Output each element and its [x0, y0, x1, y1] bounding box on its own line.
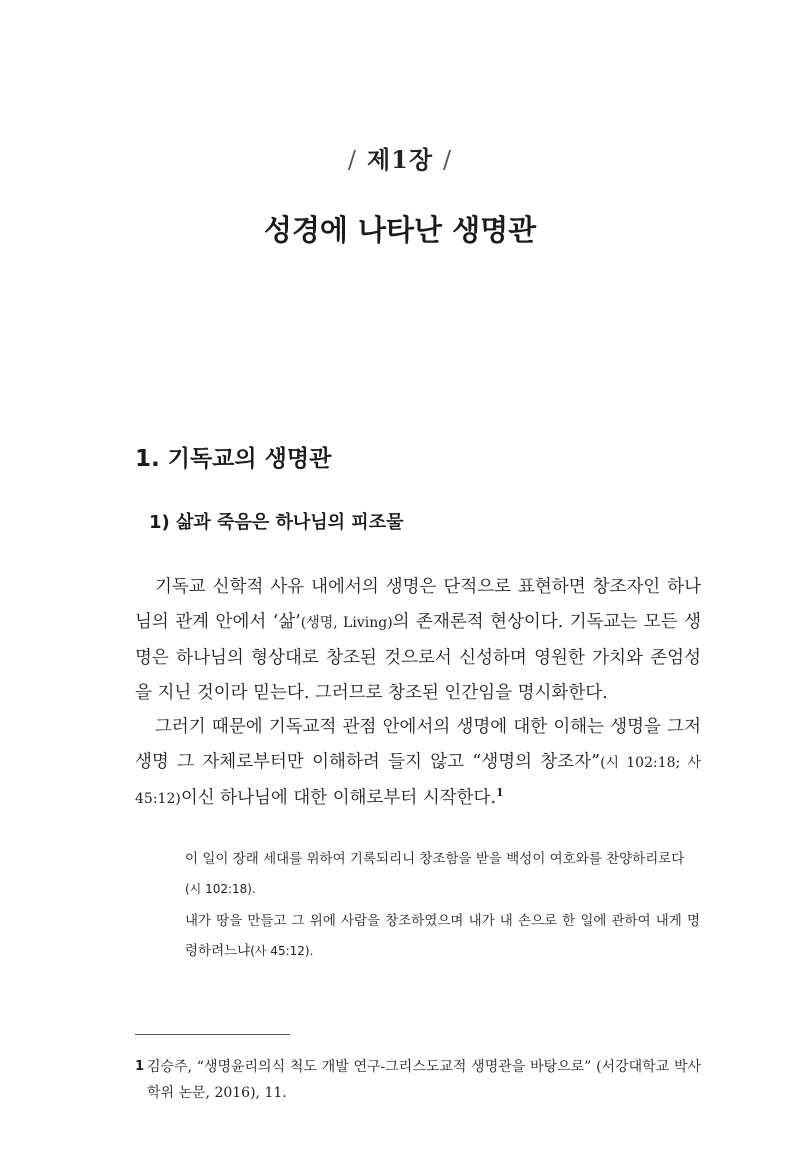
scripture-quote-2-ref: (사 45:12).	[250, 944, 314, 958]
body-paragraph-2-paren: (시 102:18; 사 45:12)	[135, 755, 701, 807]
sub-heading: 1) 삶과 죽음은 하나님의 피조물	[149, 512, 404, 533]
scripture-quote-2	[185, 906, 700, 966]
section-heading: 1. 기독교의 생명관	[135, 446, 332, 472]
chapter-number: 제1장	[366, 145, 434, 174]
body-paragraph-1	[135, 570, 701, 711]
chapter-label-slash-close: /	[443, 146, 453, 174]
chapter-label	[0, 140, 800, 175]
body-paragraph-2-part-a: 그러기 때문에 기독교적 관점 안에서의 생명에 대한 이해는 생명을 그저 생명 그 자체로부터만 이해하려 들지 않고 “생명의 창조자”	[135, 717, 701, 772]
body-paragraph-1-part-a: 기독교 신학적 사유 내에서의 생명은 단적으로 표현하면 창조자인 하나님의 관계 안에서 ‘삶’	[135, 577, 701, 632]
footnote	[135, 1054, 701, 1106]
body-paragraph-1-paren: (생명, Living)	[300, 615, 393, 631]
scripture-quote-1-ref: (시 102:18).	[185, 882, 256, 896]
scripture-quote-1-text: 이 일이 장래 세대를 위하여 기록되리니 창조함을 받을 백성이 여호와를 찬양하리로다	[185, 851, 685, 867]
footnote-reference[interactable]: 1	[496, 786, 504, 800]
chapter-title: 성경에 나타난 생명관	[263, 213, 537, 247]
scripture-quote-2-text: 내가 땅을 만들고 그 위에 사람을 창조하였으며 내가 내 손으로 한 일에 관하여 내게 명령하려느냐	[185, 913, 700, 959]
scripture-quote-1	[185, 844, 700, 904]
body-paragraph-2-part-b: 이신 하나님에 대한 이해로부터 시작한다.	[180, 788, 497, 808]
body-paragraph-2	[135, 710, 701, 817]
footnote-number: 1	[135, 1059, 145, 1074]
chapter-label-slash-open: /	[347, 146, 357, 174]
footnote-divider	[135, 1034, 290, 1035]
body-paragraph-1-part-b: 의 존재론적 현상이다. 기독교는 모든 생명은 하나님의 형상대로 창조된 것으로서 신성하며 영원한 가치와 존엄성을 지닌 것이라 믿는다. 그러므로 창조된 인간임을 명시화한다.	[135, 612, 702, 703]
footnote-text: 김승주, “생명윤리의식 척도 개발 연구-그리스도교적 생명관을 바탕으로” (서강대학교 박사 학위 논문, 2016), 11.	[147, 1059, 701, 1101]
